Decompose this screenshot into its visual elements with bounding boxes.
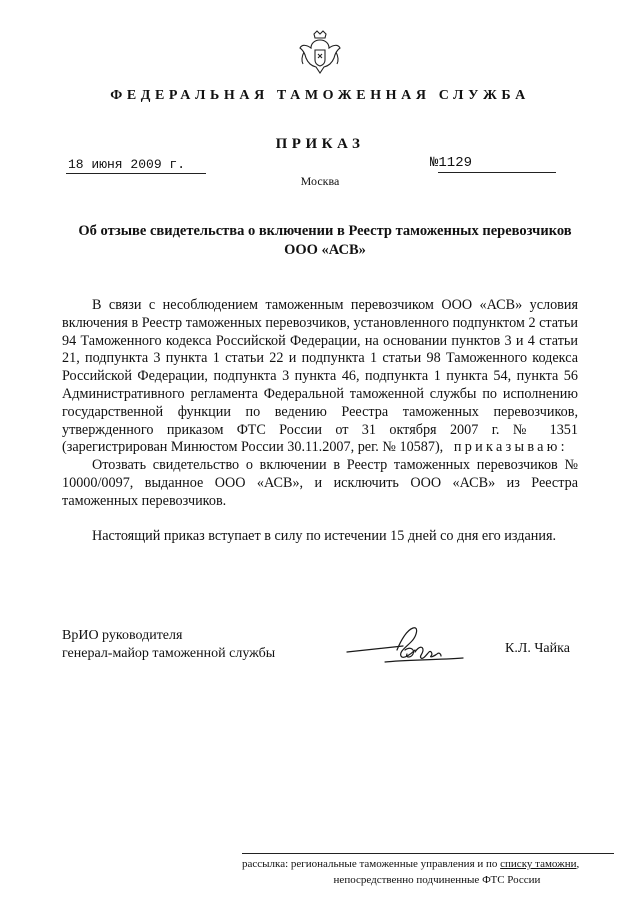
state-emblem-icon: [298, 28, 342, 78]
paragraph-3: Настоящий приказ вступает в силу по истечении 15 дней со дня его издания.: [92, 527, 557, 544]
handwritten-signature: [345, 620, 475, 680]
subject-line-2: ООО «АСВ»: [284, 242, 366, 258]
signatory-role-line-2: генерал-майор таможенной службы: [62, 646, 276, 661]
document-type: ПРИКАЗ: [275, 136, 365, 152]
paragraph-1-text: В связи с несоблюдением таможенным перевозчиком ООО «АСВ» условия включения в Реестр таможенных перевозчиков, установленного подпунктом 2 статьи 94 Таможенного кодекса Российской Федерации, на основании пунктов 3 и 4 статьи 21, подпункта 3 пункта 1 статьи 22 и подпункта 1 статьи 98 Таможенного кодекса Российской Федерации, подпункта 3 пункта 46, подпункта 1 пункта 54, пункта 56 Административного регламента Федеральной таможенной службы по исполнению государственной функции по ведению Реестра таможенных перевозчиков, утвержденного приказом ФТС России от 31 октября 2007 г. № 1351 (зарегистрирован Минюстом России 30.11.2007, рег. № 10587),: [62, 297, 578, 456]
paragraph-2: Отозвать свидетельство о включении в Реестр таможенных перевозчиков № 10000/0097, выданное ООО «АСВ», и исключить ООО «АСВ» из Реестра таможенных перевозчиков.: [62, 457, 578, 509]
distribution-line-1-prefix: рассылка: региональные таможенные управления и по: [242, 858, 501, 870]
subject-line-1: Об отзыве свидетельства о включении в Реестр таможенных перевозчиков: [78, 223, 572, 239]
order-number: [430, 154, 578, 173]
order-subject: [40, 222, 610, 260]
signatory-role-line-1: ВрИО руководителя: [62, 628, 183, 643]
signatory-name: К.Л. Чайка: [505, 641, 570, 656]
number-value: 1129: [438, 154, 556, 173]
order-body: [62, 297, 578, 545]
distribution-list: [242, 853, 614, 888]
number-prefix: №: [430, 155, 439, 171]
distribution-line-1: [242, 853, 614, 872]
paragraph-1: [62, 297, 578, 457]
signatory-position: [62, 627, 275, 663]
distribution-line-1-suffix: ,: [576, 858, 580, 870]
order-date: 18 июня 2009 г.: [66, 157, 206, 174]
city: Москва: [300, 174, 340, 188]
distribution-line-2: непосредственно подчиненные ФТС России: [333, 874, 541, 886]
order-word: приказываю:: [453, 439, 568, 456]
agency-name: ФЕДЕРАЛЬНАЯ ТАМОЖЕННАЯ СЛУЖБА: [110, 88, 530, 103]
distribution-line-1-underlined: списку таможни: [500, 858, 577, 870]
